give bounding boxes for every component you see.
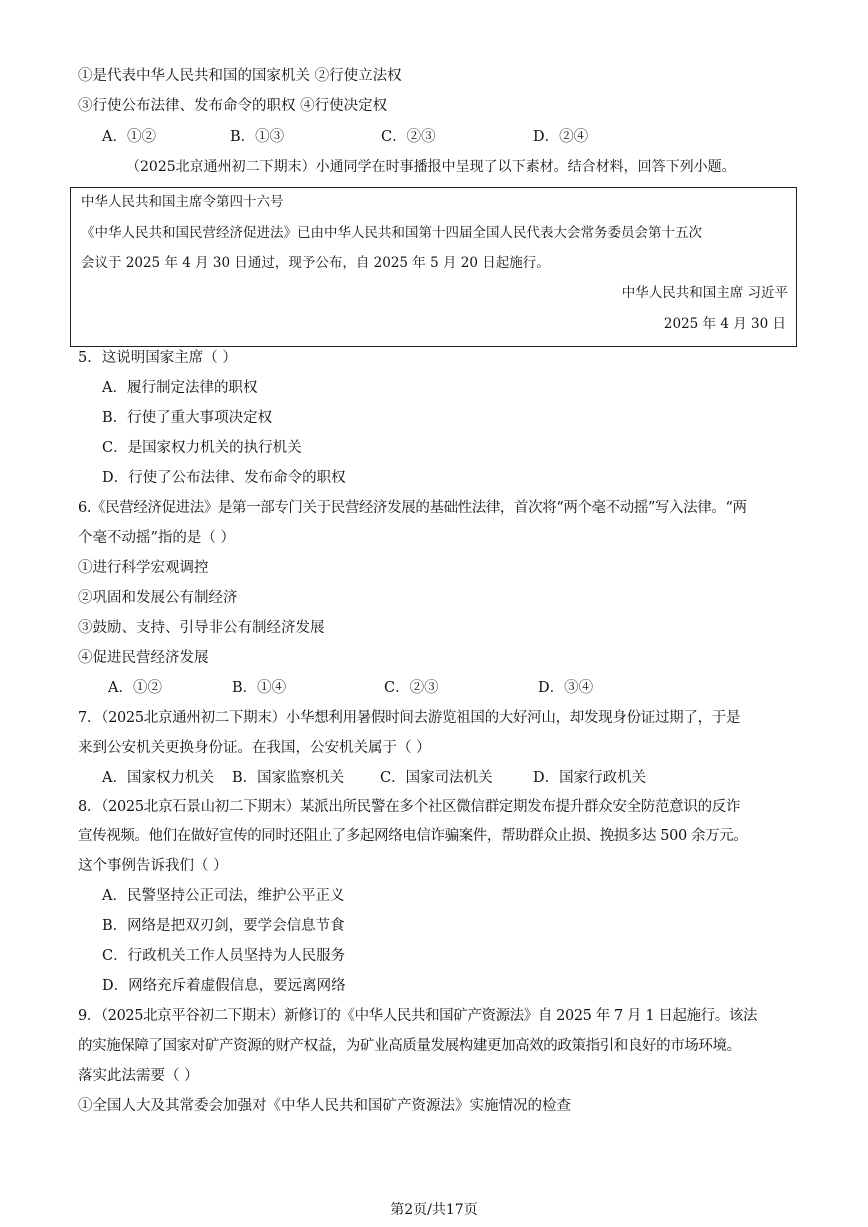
q8-option-d: D．网络充斥着虚假信息，要远离网络: [102, 978, 346, 994]
q6-option-b: B．①④: [232, 680, 287, 696]
q5-option-a: A．履行制定法律的职权: [102, 380, 258, 396]
material-title: 中华人民共和国主席令第四十六号: [81, 194, 284, 210]
q5-option-d: D．行使了公布法律、发布命令的职权: [102, 470, 346, 486]
q6-statement-4: ④促进民营经济发展: [78, 650, 209, 666]
statement-line-3-4: ③行使公布法律、发布命令的职权 ④行使决定权: [78, 98, 388, 114]
q8-option-a: A．民警坚持公正司法，维护公平正义: [102, 888, 345, 904]
prev-option-b: B．①③: [230, 129, 285, 145]
q7-stem-line-1: 7．（2025北京通州初二下期末）小华想利用暑假时间去游览祖国的大好河山，却发现身份证过期了，于是: [78, 710, 741, 726]
q8-stem-line-1: 8．（2025北京石景山初二下期末）某派出所民警在多个社区微信群定期发布提升群众安全防范意识的反诈: [78, 799, 741, 815]
q8-stem-line-3: 这个事例告诉我们（ ）: [78, 858, 228, 874]
q6-statement-2: ②巩固和发展公有制经济: [78, 590, 238, 606]
prev-option-d: D．②④: [533, 129, 589, 145]
q6-stem-line-1: 6.《民营经济促进法》是第一部专门关于民营经济发展的基础性法律，首次将“两个毫不动摇”写入法律。“两: [78, 500, 747, 516]
q6-option-c: C．②③: [384, 680, 439, 696]
q6-option-a: A．①②: [108, 680, 162, 696]
q8-stem-line-2: 宣传视频。他们在做好宣传的同时还阻止了多起网络电信诈骗案件，帮助群众止损、挽损多达 500 余万元。: [78, 828, 748, 844]
prev-option-c: C．②③: [381, 129, 436, 145]
material-date: 2025 年 4 月 30 日: [663, 316, 786, 332]
material-signature: 中华人民共和国主席 习近平: [621, 285, 788, 301]
q6-statement-3: ③鼓励、支持、引导非公有制经济发展: [78, 620, 325, 636]
q7-option-b: B．国家监察机关: [232, 770, 345, 786]
q7-option-a: A．国家权力机关: [102, 770, 214, 786]
q5-stem: 5．这说明国家主席（ ）: [78, 350, 237, 366]
q6-statement-1: ①进行科学宏观调控: [78, 560, 209, 576]
q7-option-d: D．国家行政机关: [533, 770, 647, 786]
q8-option-b: B．网络是把双刃剑，要学会信息节食: [102, 918, 345, 934]
q7-option-c: C．国家司法机关: [380, 770, 493, 786]
q7-stem-line-2: 来到公安机关更换身份证。在我国，公安机关属于（ ）: [78, 740, 431, 756]
q5-option-b: B．行使了重大事项决定权: [102, 410, 273, 426]
q9-statement-1: ①全国人大及其常委会加强对《中华人民共和国矿产资源法》实施情况的检查: [78, 1098, 571, 1114]
material-box: [70, 187, 797, 347]
statement-line-1-2: ①是代表中华人民共和国的国家机关 ②行使立法权: [78, 68, 402, 84]
q9-stem-line-2: 的实施保障了国家对矿产资源的财产权益，为矿业高质量发展构建更加高效的政策指引和良好的市场环境。: [78, 1038, 741, 1054]
q5-option-c: C．是国家权力机关的执行机关: [102, 440, 302, 456]
material-body-line-2: 会议于 2025 年 4 月 30 日通过，现予公布，自 2025 年 5 月 20 日起施行。: [81, 255, 550, 271]
q9-stem-line-1: 9．（2025北京平谷初二下期末）新修订的《中华人民共和国矿产资源法》自 2025 年 7 月 1 日起施行。该法: [78, 1008, 758, 1024]
material-intro: （2025北京通州初二下期末）小通同学在时事播报中呈现了以下素材。结合材料，回答下列小题。: [126, 159, 736, 175]
material-body-line-1: 《中华人民共和国民营经济促进法》已由中华人民共和国第十四届全国人民代表大会常务委员会第十五次: [81, 225, 702, 241]
q6-stem-line-2: 个毫不动摇”指的是（ ）: [78, 530, 236, 546]
page-number-footer: 第2页/共17页: [390, 1202, 478, 1218]
q8-option-c: C．行政机关工作人员坚持为人民服务: [102, 948, 346, 964]
prev-option-a: A．①②: [102, 129, 156, 145]
q6-option-d: D．③④: [538, 680, 594, 696]
q9-stem-line-3: 落实此法需要（ ）: [78, 1068, 199, 1084]
